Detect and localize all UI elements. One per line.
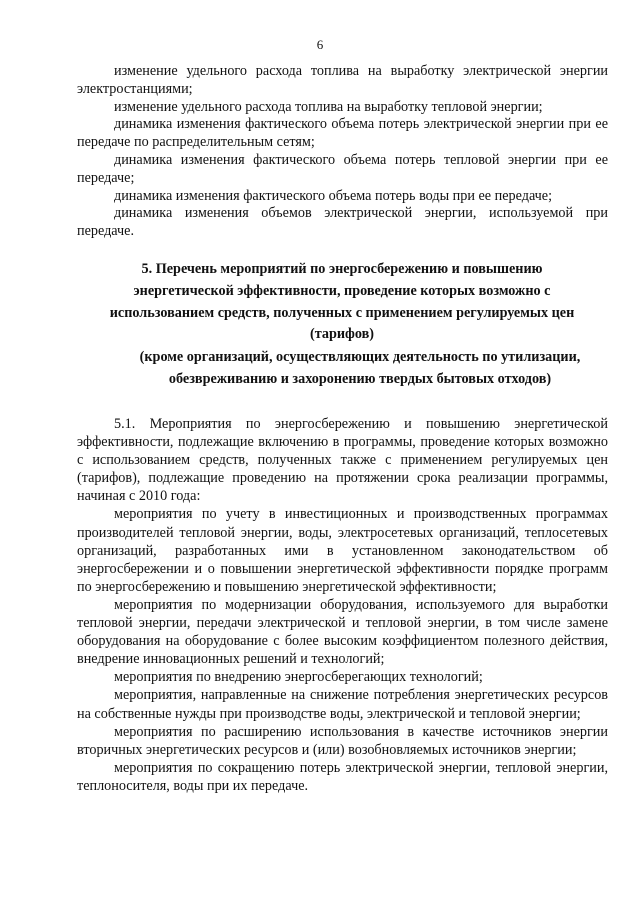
page-number: 6 — [316, 37, 324, 52]
list-item: динамика изменения фактического объема потерь тепловой энергии при ее передаче; — [77, 151, 608, 186]
intro-list — [77, 63, 608, 241]
list-item: мероприятия, направленные на снижение потребления энергетических ресурсов на собственные нужды при производстве воды, электрической и тепловой энергии; — [77, 687, 608, 722]
section-title: 5. Перечень мероприятий по энергосбережению и повышению энергетической эффективности, проведение которых возможно с использованием средств, полученных с применением регулируемых цен (тарифов) — [109, 261, 575, 343]
list-item: мероприятия по учету в инвестиционных и производственных программах производителей тепловой энергии, воды, электросетевых организаций, теплосетевых организаций, разработанных ими в установленном законодательством об энергосбережении и о повышении энергетической эффективности порядке программ по энергосбережению и повышению энергетической эффективности; — [77, 506, 608, 595]
list-item: мероприятия по сокращению потерь электрической энергии, тепловой энергии, теплоносителя, воды при их передаче. — [77, 759, 608, 794]
list-item: динамика изменения фактического объема потерь электрической энергии при ее передаче по распределительным сетям; — [77, 116, 608, 151]
list-item: изменение удельного расхода топлива на выработку тепловой энергии; — [114, 98, 543, 115]
section-subtitle: (кроме организаций, осуществляющих деятельность по утилизации, обезвреживанию и захоронению твердых бытовых отходов) — [139, 349, 581, 387]
list-item: динамика изменения фактического объема потерь воды при ее передаче; — [114, 187, 553, 204]
paragraph-5-1: 5.1. Мероприятия по энергосбережению и повышению энергетической эффективности, подлежащие включению в программы, проведение которых возможно с использованием средств, полученных также с применением регулируемых цен (тарифов), подлежащие проведению на протяжении срока реализации программы, начиная с 2010 года: — [77, 416, 608, 505]
list-item: динамика изменения объемов электрической энергии, используемой при передаче. — [77, 205, 608, 240]
section-body — [77, 415, 608, 795]
list-item: мероприятия по внедрению энергосберегающих технологий; — [114, 669, 483, 686]
list-item: изменение удельного расхода топлива на выработку электрической энергии электростанциями; — [77, 63, 608, 97]
list-item: мероприятия по расширению использования в качестве источников энергии вторичных энергетических ресурсов и (или) возобновляемых источников энергии; — [77, 723, 608, 758]
list-item: мероприятия по модернизации оборудования, используемого для выработки тепловой энергии, передачи электрической и тепловой энергии, в том числе замене оборудования на оборудование с более высоким коэффициентом полезного действия, внедрение инновационных решений и технологий; — [77, 596, 608, 668]
